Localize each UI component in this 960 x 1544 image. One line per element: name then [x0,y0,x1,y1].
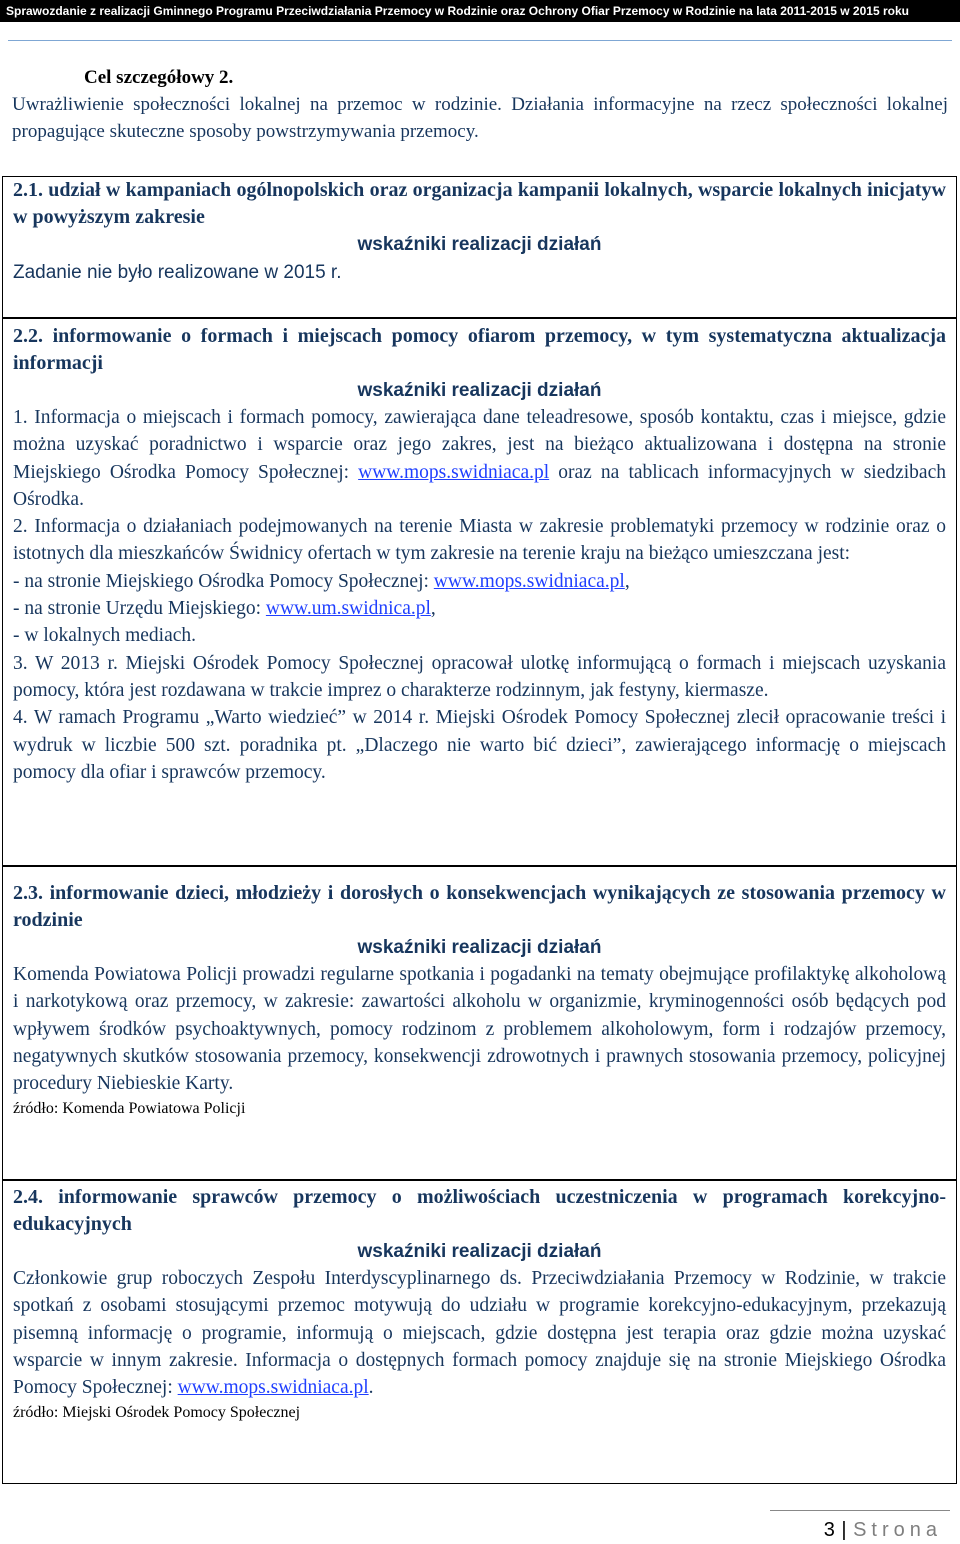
page-number: 3 [823,1519,836,1541]
section-2-3-body: Komenda Powiatowa Policji prowadzi regularne spotkania i pogadanki na tematy obejmujące profilaktykę alkoholową i narkotykową oraz przemocy, w zakresie: zawartości alkoholu w organizmie, kryminogenności osób będących pod wpływem środków psychoaktywnych, pomocy rodzinom z problemem alkoholowym, form i rodzajów przemocy, negatywnych skutków stosowania przemocy, konsekwencji zdrowotnych i prawnych stosowania przemocy, policyjnej procedury Niebieskie Karty. [13,964,946,1095]
footer-divider [770,1510,950,1511]
indicator-heading: wskaźniki realizacji działań [357,1241,602,1262]
list-item [13,568,946,595]
um-link[interactable]: www.um.swidnica.pl [265,598,431,620]
section-2-2-body [13,404,946,786]
section-2-4-title: 2.4. informowanie sprawców przemocy o możliwościach uczestniczenia w programach korekcyjno-edukacyjnych [13,1186,946,1235]
indicator-heading: wskaźniki realizacji działań [357,234,602,255]
paragraph [13,404,946,513]
text: , [624,570,630,592]
mops-link[interactable]: www.mops.swidniaca.pl [358,461,550,483]
section-2-2-title: 2.2. informowanie o formach i miejscach pomocy ofiarom przemocy, w tym systematyczna aktualizacja informacji [13,325,946,374]
mops-link[interactable]: www.mops.swidniaca.pl [177,1377,369,1399]
section-2-3-title: 2.3. informowanie dzieci, młodzieży i dorosłych o konsekwencjach wynikających ze stosowania przemocy w rodzinie [13,882,946,931]
header-divider [8,40,952,41]
goal-description: Uwrażliwienie społeczności lokalnej na przemoc w rodzinie. Działania informacyjne na rzecz społeczności lokalnej propagujące skuteczne sposoby powstrzymywania przemocy. [12,94,948,142]
goal-block [12,64,948,145]
section-2-1-title: 2.1. udział w kampaniach ogólnopolskich oraz organizacja kampanii lokalnych, wsparcie lokalnych inicjatyw w powyższym zakresie [13,179,946,228]
source-note: źródło: Miejski Ośrodek Pomocy Społecznej [13,1404,301,1422]
section-2-1-body: Zadanie nie było realizowane w 2015 r. [13,262,342,283]
paragraph: 4. W ramach Programu „Warto wiedzieć” w 2014 r. Miejski Ośrodek Pomocy Społecznej zlecił opracowanie treści i wydruk w liczbie 500 szt. poradnika pt. „Dlaczego nie warto bić dzieci”, zawierającego informację o miejscach pomocy dla ofiar i sprawców przemocy. [13,707,946,783]
list-item [13,595,946,622]
goal-title: Cel szczegółowy 2. [84,67,234,88]
page-footer [824,1519,942,1542]
text: . [368,1377,374,1399]
text: - na stronie Miejskiego Ośrodka Pomocy Społecznej: [13,570,434,592]
indicator-heading: wskaźniki realizacji działań [357,937,602,958]
paragraph: 2. Informacja o działaniach podejmowanych na terenie Miasta w zakresie problematyki przemocy w rodzinie oraz o istotnych dla mieszkańców Świdnicy ofertach w tym zakresie na terenie kraju na bieżąco umieszczana jest: [13,516,946,565]
section-2-4-body [13,1265,946,1401]
text: Członkowie grup roboczych Zespołu Interdyscyplinarnego ds. Przeciwdziałania Przemocy w Rodzinie, w trakcie spotkań z osobami stosującymi przemoc motywują do udziału w programie korekcyjno-edukacyjnym, przekazują pisemną informację o programie, informują o miejscach, gdzie dostępna jest terapia oraz gdzie można uzyskać wsparcie w innym zakresie. Informacja o dostępnych formach pomocy znajduje się na stronie Miejskiego Ośrodka Pomocy Społecznej: [13,1268,946,1399]
paragraph: 3. W 2013 r. Miejski Ośrodek Pomocy Społecznej opracował ulotkę informującą o formach i miejscach uzyskania pomocy, która jest rozdawana w trakcie imprez o charakterze rodzinnym, jak festyny, kiermasze. [13,652,946,701]
text: oraz na tablicach informacyjnych w siedzibach Ośrodka. [13,461,946,510]
section-2-3 [2,866,957,1180]
indicator-heading: wskaźniki realizacji działań [357,380,602,401]
section-2-2 [2,318,957,866]
section-2-1 [2,176,957,318]
text: 1. Informacja o miejscach i formach pomocy, zawierająca dane teleadresowe, sposób kontaktu, czas i miejsce, gdzie można uzyskać poradnictwo i wsparcie oraz jego zakres, jest na bieżąco aktualizowana i dostępna na stronie Miejskiego Ośrodka Pomocy Społecznej: [13,407,946,483]
footer-separator: | [841,1519,848,1541]
mops-link[interactable]: www.mops.swidniaca.pl [433,570,625,592]
section-2-4 [2,1180,957,1484]
page-word: Strona [853,1519,942,1541]
text: , [430,598,436,620]
source-note: źródło: Komenda Powiatowa Policji [13,1100,246,1118]
list-item: - w lokalnych mediach. [13,625,197,647]
text: - na stronie Urzędu Miejskiego: [13,598,266,620]
running-header: Sprawozdanie z realizacji Gminnego Programu Przeciwdziałania Przemocy w Rodzinie oraz Ochrony Ofiar Przemocy w Rodzinie na lata 2011-2015 w 2015 roku [0,0,960,22]
